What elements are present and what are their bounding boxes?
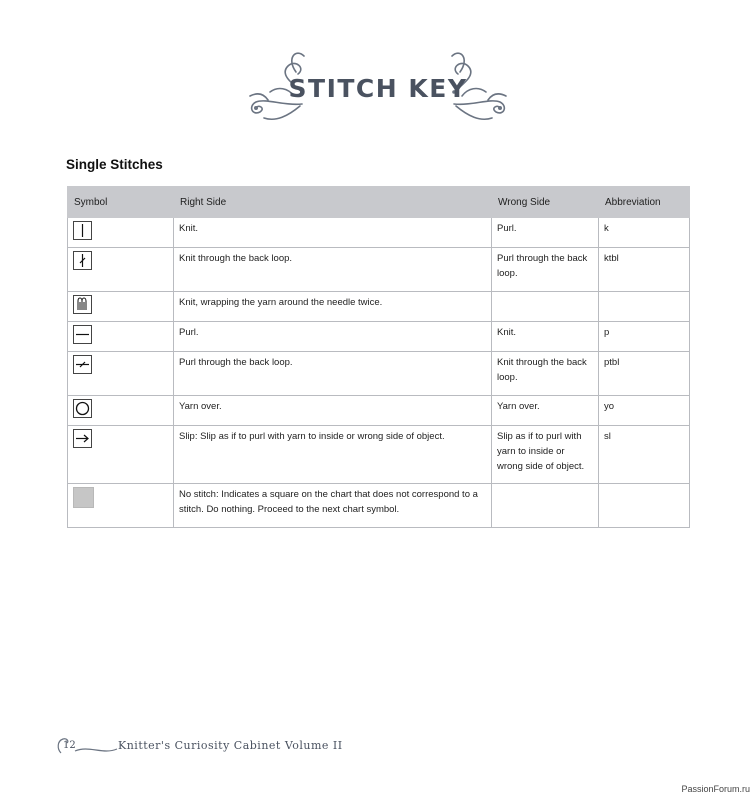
no-stitch-symbol-icon [73, 487, 94, 508]
table-row [68, 352, 690, 396]
symbol-cell [68, 292, 174, 322]
table-header-row [68, 187, 690, 218]
table-row [68, 426, 690, 484]
symbol-cell [68, 396, 174, 426]
abbreviation-cell: yo [599, 396, 690, 426]
slip-arrow-symbol-icon [73, 429, 92, 448]
section-title: Single Stitches [66, 157, 163, 172]
abbreviation-cell [599, 292, 690, 322]
watermark: PassionForum.ru [681, 784, 750, 794]
right-side-cell: Slip: Slip as if to purl with yarn to inside or wrong side of object. [174, 426, 492, 484]
right-side-cell: Purl through the back loop. [174, 352, 492, 396]
wrong-side-cell: Purl. [492, 218, 599, 248]
table-row [68, 292, 690, 322]
page-header [240, 44, 516, 130]
footer-book-title: Knitter's Curiosity Cabinet Volume II [118, 739, 343, 752]
symbol-cell [68, 352, 174, 396]
column-header-wrong-side: Wrong Side [492, 187, 599, 218]
abbreviation-cell [599, 484, 690, 528]
purl-tbl-symbol-icon [73, 355, 92, 374]
page-title: STITCH KEY [288, 74, 468, 103]
right-side-cell: No stitch: Indicates a square on the chart that does not correspond to a stitch. Do nothing. Proceed to the next chart symbol. [174, 484, 492, 528]
wrong-side-cell [492, 484, 599, 528]
knit-tbl-symbol-icon [73, 251, 92, 270]
page-number: 12 [63, 740, 76, 751]
table-row [68, 218, 690, 248]
symbol-cell [68, 484, 174, 528]
stitch-key-table [67, 186, 690, 528]
wrong-side-cell: Yarn over. [492, 396, 599, 426]
wrong-side-cell: Slip as if to purl with yarn to inside or wrong side of object. [492, 426, 599, 484]
right-side-cell: Knit through the back loop. [174, 248, 492, 292]
abbreviation-cell: ptbl [599, 352, 690, 396]
yarn-over-symbol-icon [73, 399, 92, 418]
double-wrap-symbol-icon [73, 295, 92, 314]
knit-symbol-icon [73, 221, 92, 240]
symbol-cell [68, 426, 174, 484]
right-side-cell: Yarn over. [174, 396, 492, 426]
abbreviation-cell: p [599, 322, 690, 352]
symbol-cell [68, 218, 174, 248]
abbreviation-cell: ktbl [599, 248, 690, 292]
wrong-side-cell: Knit through the back loop. [492, 352, 599, 396]
wrong-side-cell [492, 292, 599, 322]
symbol-cell [68, 248, 174, 292]
abbreviation-cell: sl [599, 426, 690, 484]
table-row [68, 396, 690, 426]
column-header-right-side: Right Side [174, 187, 492, 218]
wrong-side-cell: Knit. [492, 322, 599, 352]
purl-symbol-icon [73, 325, 92, 344]
table-row [68, 322, 690, 352]
wrong-side-cell: Purl through the back loop. [492, 248, 599, 292]
column-header-abbreviation: Abbreviation [599, 187, 690, 218]
symbol-cell [68, 322, 174, 352]
column-header-symbol: Symbol [68, 187, 174, 218]
right-side-cell: Knit. [174, 218, 492, 248]
right-side-cell: Purl. [174, 322, 492, 352]
table-row [68, 248, 690, 292]
right-side-cell: Knit, wrapping the yarn around the needle twice. [174, 292, 492, 322]
page-footer [55, 735, 355, 759]
abbreviation-cell: k [599, 218, 690, 248]
table-row [68, 484, 690, 528]
